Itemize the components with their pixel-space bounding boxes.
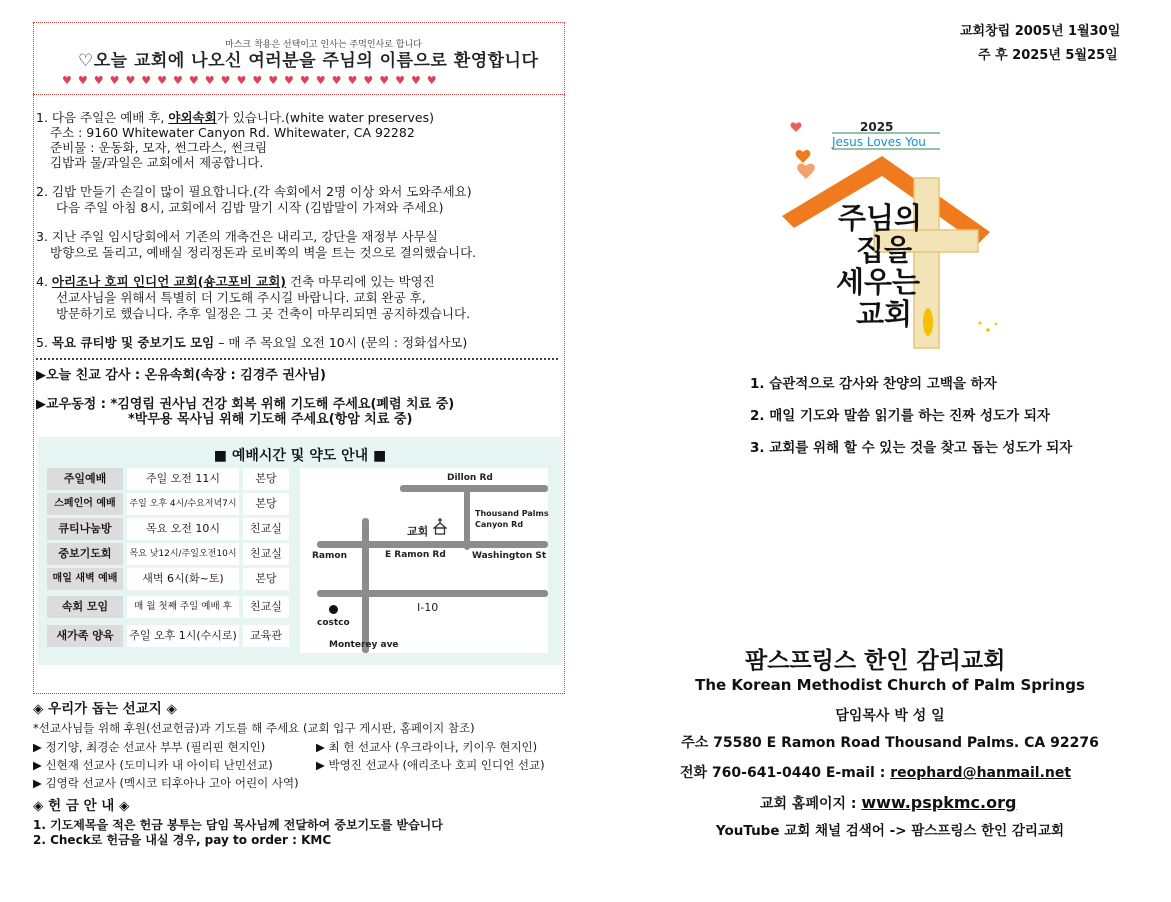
washington-label: Washington St — [472, 551, 547, 561]
service-place: 본당 — [243, 468, 289, 490]
service-place: 친교실 — [243, 518, 289, 540]
service-name: 스페인어 예배 — [47, 493, 123, 515]
service-name: 중보기도회 — [47, 543, 123, 565]
mask-note: 마스크 착용은 선택이고 인사는 주먹인사로 합니다 — [225, 40, 422, 50]
costco-label: costco — [317, 618, 350, 628]
i10-label: I-10 — [417, 601, 439, 614]
homepage-label: 교회 홈페이지 : — [760, 796, 857, 812]
service-time: 주일 오전 11시 — [127, 468, 239, 490]
missionary-item: ▶ 김영락 선교사 (멕시코 티후아나 고아 어린이 사역) — [33, 776, 299, 790]
pastor-name: 담임목사 박 성 일 — [835, 708, 945, 724]
church-name-en: The Korean Methodist Church of Palm Springs — [695, 676, 1085, 694]
logo-text-3: 세우는 — [836, 265, 921, 299]
heart-icon — [796, 150, 811, 163]
missionaries-title: ◈ 우리가 돕는 선교지 ◈ — [33, 701, 177, 717]
homepage-link[interactable]: www.pspkmc.org — [861, 793, 1017, 812]
goal-item: 3. 교회를 위해 할 수 있는 것을 찾고 돕는 성도가 되자 — [750, 440, 1073, 456]
service-time: 목요 낮12시/주일오전10시 — [127, 543, 239, 565]
schedule-panel — [38, 437, 562, 665]
costco-marker-icon — [329, 605, 338, 614]
service-name: 주일예배 — [47, 468, 123, 490]
offering-item: 1. 기도제목을 적은 헌금 봉투는 담임 목사님께 전달하여 중보기도를 받습니다 — [33, 818, 443, 832]
bulletin-date: 주 후 2025년 5월25일 — [978, 48, 1118, 63]
missionaries-note: *선교사님들 위해 후원(선교헌금)과 기도를 해 주세요 (교회 입구 게시판, 홈페이지 참조) — [33, 721, 475, 735]
offering-title: ◈ 헌 금 안 내 ◈ — [33, 798, 130, 814]
monterey-label: Monterey ave — [329, 640, 399, 650]
notice-4-line2: 선교사님을 위해서 특별히 더 기도해 주시길 바랍니다. 교회 완공 후, — [56, 290, 426, 305]
heart-icon — [797, 164, 814, 179]
notice-2: 2. 김밥 만들기 손길이 많이 필요합니다.(각 속회에서 2명 이상 와서 도와주세요) — [36, 184, 472, 199]
service-name: 새가족 양육 — [47, 625, 123, 647]
member-news: ▶교우동정 : *김영림 권사님 건강 회복 위해 기도해 주세요(폐렴 치료 중) — [36, 397, 455, 412]
missionary-item: ▶ 박영진 선교사 (애리조나 호피 인디언 선교) — [316, 758, 545, 772]
founded-date: 교회창립 2005년 1월30일 — [960, 24, 1121, 39]
notice-1-address: 주소 : 9160 Whitewater Canyon Rd. Whitewater, CA 92282 — [50, 125, 415, 140]
notice-5: 5. 목요 큐티방 및 중보기도 모임 – 매 주 목요일 오전 10시 (문의 : 정화섭사모) — [36, 335, 468, 350]
service-time: 목요 오전 10시 — [127, 518, 239, 540]
notice-3-line2: 방향으로 돌리고, 예배실 정리정돈과 로비쪽의 벽을 트는 것으로 결의했습니다. — [50, 245, 477, 260]
goal-item: 1. 습관적으로 감사와 찬양의 고백을 하자 — [750, 376, 997, 392]
notice-1-food: 김밥과 물/과일은 교회에서 제공합니다. — [50, 155, 264, 170]
service-name: 큐티나눔방 — [47, 518, 123, 540]
offering-item: 2. Check로 헌금을 내실 경우, pay to order : KMC — [33, 833, 332, 847]
service-name: 속회 모임 — [47, 596, 123, 618]
dillon-road — [400, 485, 548, 492]
service-place: 본당 — [243, 568, 289, 590]
ramon-label: Ramon — [312, 551, 347, 561]
notice-1: 1. 다음 주일은 예배 후, 야외속회가 있습니다.(white water preserves) — [36, 110, 434, 125]
notice-4-line3: 방문하기로 했습니다. 추후 일정은 그 곳 건축이 마무리되면 공지하겠습니다. — [56, 306, 471, 321]
youtube-info: YouTube 교회 채널 검색어 -> 팜스프링스 한인 감리교회 — [715, 823, 1065, 839]
missionary-item: ▶ 신현재 선교사 (도미니카 내 아이티 난민선교) — [33, 758, 273, 772]
service-time: 주일 오후 1시(수시로) — [127, 625, 239, 647]
church-icon — [433, 518, 447, 535]
schedule-title: ■ 예배시간 및 약도 안내 ■ — [213, 448, 387, 464]
logo-year: 2025 — [860, 120, 894, 134]
dillon-label: Dillon Rd — [447, 473, 493, 483]
welcome-banner: ♡오늘 교회에 나오신 여러분을 주님의 이름으로 환영합니다 — [78, 51, 539, 71]
hearts-decoration: ♥♥♥♥♥♥♥♥♥♥♥♥♥♥♥♥♥♥♥♥♥♥♥♥ — [62, 74, 443, 87]
missionary-item: ▶ 최 헌 선교사 (우크라이나, 키이우 현지인) — [316, 740, 538, 754]
thousand-palms-label: Thousand Palms — [475, 509, 549, 518]
homepage-line — [760, 793, 1016, 813]
church-label: 교회 — [407, 525, 429, 538]
notice-3: 3. 지난 주일 임시당회에서 기존의 개축건은 내리고, 강단을 재정부 사무실 — [36, 229, 438, 244]
church-name-ko: 팜스프링스 한인 감리교회 — [745, 648, 1006, 674]
service-place: 교육관 — [243, 625, 289, 647]
church-map — [300, 468, 548, 653]
service-place: 친교실 — [243, 543, 289, 565]
service-place: 친교실 — [243, 596, 289, 618]
service-time: 매 월 첫째 주일 예배 후 — [127, 596, 239, 618]
ramon-road — [317, 541, 548, 548]
goal-item: 2. 매일 기도와 말씀 읽기를 하는 진짜 성도가 되자 — [750, 408, 1050, 424]
heart-icon — [791, 122, 802, 132]
church-address: 주소 75580 E Ramon Road Thousand Palms. CA 92276 — [681, 735, 1099, 751]
notice-1-prep: 준비물 : 운동화, 모자, 썬그라스, 썬크림 — [50, 140, 268, 155]
i10-road — [317, 590, 548, 597]
service-name: 매일 새벽 예배 — [47, 568, 123, 590]
service-time: 새벽 6시(화~토) — [127, 568, 239, 590]
service-place: 본당 — [243, 493, 289, 515]
notice-4: 4. 아리조나 호피 인디언 교회(숑고포비 교회) 건축 마무리에 있는 박영진 — [36, 274, 435, 289]
logo-tagline: Jesus Loves You — [832, 135, 926, 149]
service-time: 주일 오후 4시/수요저녁7시 — [127, 493, 239, 515]
section-divider — [36, 358, 558, 360]
phone-email-label: 전화 760-641-0440 E-mail : — [680, 765, 886, 781]
member-news-line2: *박무용 목사님 위해 기도해 주세요(항암 치료 중) — [128, 412, 413, 427]
monterey-road — [362, 518, 369, 653]
fellowship-thanks: ▶오늘 친교 감사 : 온유속회(속장 : 김경주 권사님) — [36, 368, 327, 383]
email-link[interactable]: reophard@hanmail.net — [890, 765, 1072, 781]
e-ramon-label: E Ramon Rd — [385, 550, 446, 560]
logo-text-2: 집을 — [856, 233, 913, 267]
church-contact — [680, 762, 1071, 782]
banner-divider — [33, 94, 565, 95]
canyon-label: Canyon Rd — [475, 520, 524, 529]
logo-text-4: 교회 — [856, 297, 913, 331]
missionary-item: ▶ 정기양, 최경순 선교사 부부 (필리핀 현지인) — [33, 740, 266, 754]
logo-text-1: 주님의 — [838, 201, 923, 235]
notice-2-line2: 다음 주일 아침 8시, 교회에서 김밥 말기 시작 (김밥말이 가져와 주세요) — [56, 200, 444, 215]
